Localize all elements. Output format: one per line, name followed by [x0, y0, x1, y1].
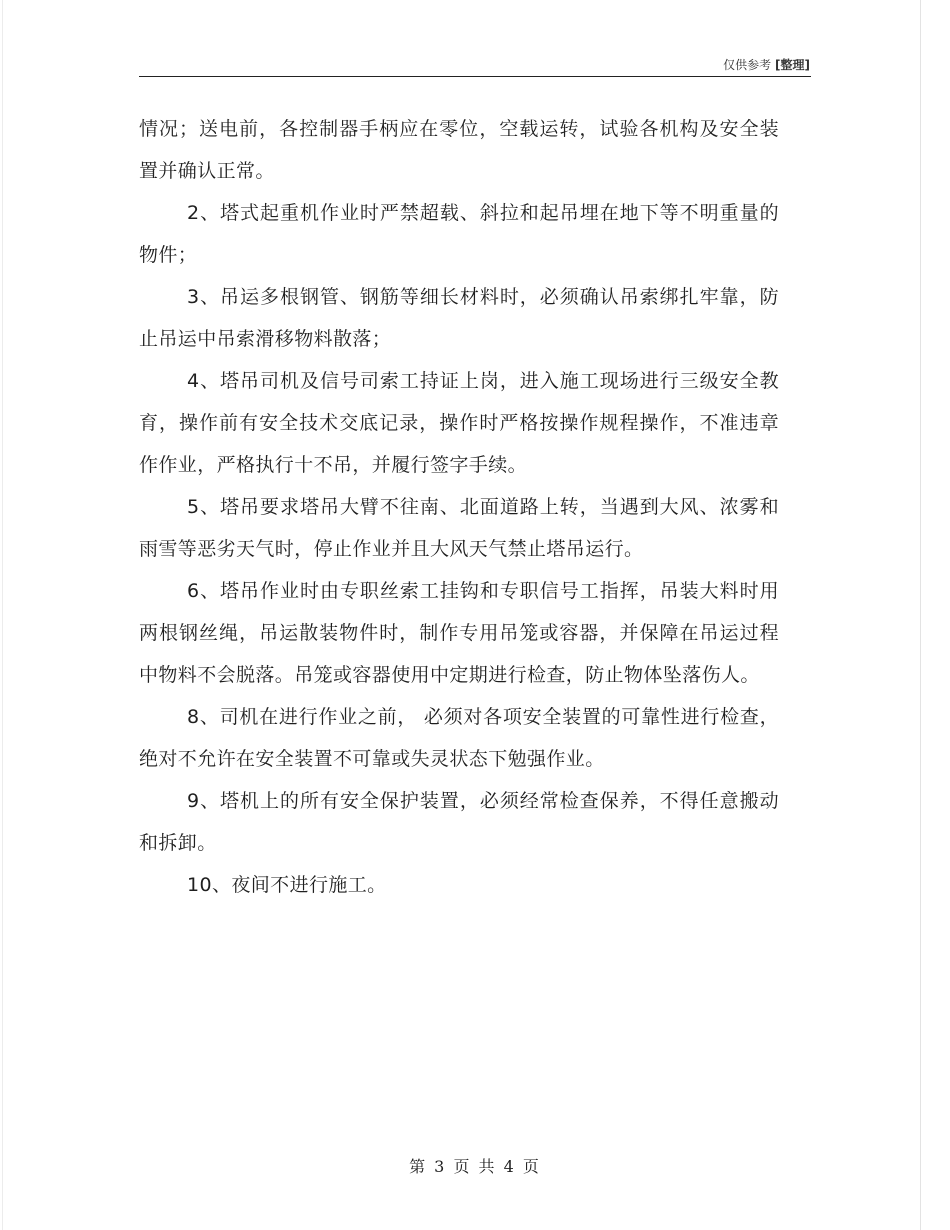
paragraph-item-4: 4、塔吊司机及信号司索工持证上岗，进入施工现场进行三级安全教育，操作前有安全技术交底记录，操作时严格按操作规程操作，不准违章作作业，严格执行十不吊，并履行签字手续。 [139, 370, 779, 476]
page-number-footer: 第 3 页 共 4 页 [409, 1157, 541, 1176]
paragraph-item-5: 5、塔吊要求塔吊大臂不往南、北面道路上转，当遇到大风、浓雾和雨雪等恶劣天气时，停止作业并且大风天气禁止塔吊运行。 [139, 496, 779, 560]
paragraph-item-9: 9、塔机上的所有安全保护装置，必须经常检查保养，不得任意搬动和拆卸。 [139, 790, 779, 854]
page-right-edge [920, 0, 921, 1230]
header-divider [139, 76, 811, 77]
paragraph-item-2: 2、塔式起重机作业时严禁超载、斜拉和起吊埋在地下等不明重量的物件； [139, 202, 779, 266]
paragraph-continuation: 情况；送电前，各控制器手柄应在零位，空载运转，试验各机构及安全装置并确认正常。 [139, 118, 779, 182]
body-content [139, 108, 779, 906]
paragraph-item-10: 10、夜间不进行施工。 [187, 874, 387, 896]
page-left-edge [2, 0, 3, 1230]
paragraph-item-6: 6、塔吊作业时由专职丝索工挂钩和专职信号工指挥，吊装大料时用两根钢丝绳，吊运散装物件时，制作专用吊笼或容器，并保障在吊运过程中物料不会脱落。吊笼或容器使用中定期进行检查，防止物体坠落伤人。 [139, 580, 779, 686]
header-note: 仅供参考 [723, 58, 772, 72]
paragraph-item-8: 8、司机在进行作业之前， 必须对各项安全装置的可靠性进行检查，绝对不允许在安全装置不可靠或失灵状态下勉强作业。 [139, 706, 779, 770]
header-tag: [整理] [775, 58, 810, 72]
page-header [723, 56, 810, 73]
paragraph-item-3: 3、吊运多根钢管、钢筋等细长材料时，必须确认吊索绑扎牢靠，防止吊运中吊索滑移物料散落； [139, 286, 779, 350]
